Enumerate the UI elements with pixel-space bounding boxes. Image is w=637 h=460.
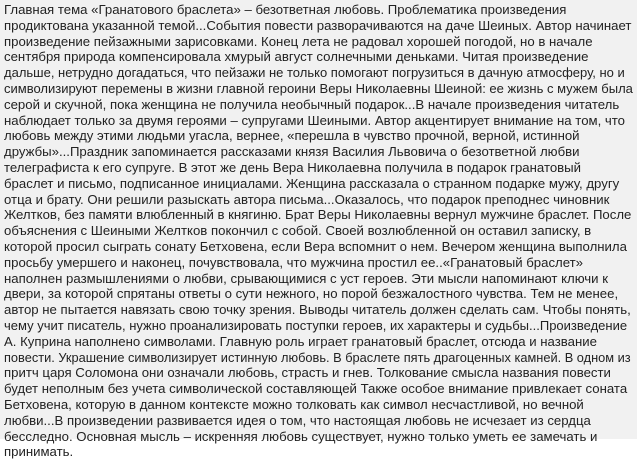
text-line: которой просил сыграть сонату Бетховена, если Вера вспомнит о нем. Вечером женщина выполнила (4, 238, 627, 254)
text-line: Бетховена, которую в данном контексте можно толковать как символ несчастливой, но вечной (4, 396, 584, 412)
text-line: отца и брату. Они решили разыскать автора письма...Оказалось, что подарок преподнес чиновник (4, 191, 610, 207)
text-line: будет неполным без учета символической составляющей Также особое внимание привлекает соната (4, 381, 628, 397)
text-line: наблюдает только за двумя героями – супругами Шеиными. Автор акцентирует внимание на том, что (4, 112, 626, 128)
text-line: бесследно. Основная мысль – искренняя любовь существует, нужно только уметь ее замечать и (4, 428, 598, 444)
text-line: дружбы»...Праздник запоминается рассказами князя Василия Львовича о безответной любви (4, 144, 580, 160)
text-line: притч царя Соломона они означали любовь, страсть и гнев. Толкование смысла названия повести (4, 365, 611, 381)
text-line: дальше, нетрудно догадаться, что пейзажи не только помогают погрузиться в дачную атмосферу, но и (4, 65, 625, 81)
text-line: Желтков, без памяти влюбленный в княгиню. Брат Веры Николаевны вернул мужчине браслет. После (4, 207, 632, 223)
text-line: наполнен размышлениями о любви, срывающимися с уст героев. Эти мысли напоминают ключи к (4, 270, 608, 286)
text-line: объяснения с Шеиными Желтков покончил с собой. Своей возлюбленной он оставил записку, в (4, 223, 592, 239)
text-line: принимать. (4, 444, 74, 460)
text-line: сентября природа компенсировала хмурый август солнечными деньками. Читая произведение (4, 49, 589, 65)
text-line: произведение пейзажными зарисовками. Конец лета не радовал хорошей погодой, но в начале (4, 33, 593, 49)
text-line: серой и скучной, пока женщина не получила необычный подарок...В начале произведения читатель (4, 96, 620, 112)
text-line: Главная тема «Гранатового браслета» – безответная любовь. Проблематика произведения (4, 2, 567, 17)
text-line: телеграфиста к его супруге. В этот же день Вера Николаевна получила в подарок гранатовый (4, 159, 582, 175)
text-line: двери, за которой спрятаны ответы о сути нежного, но порой безжалостного чувства. Тем не менее, (4, 286, 619, 302)
text-line: символизируют перемены в жизни главной героини Веры Николаевны Шеиной: ее жизнь с мужем была (4, 80, 633, 96)
text-line: просьбу умершего и наконец, почувствовала, что мужчина простил ее..«Гранатовый браслет» (4, 254, 584, 270)
text-line: повести. Украшение символизирует истинную любовь. В браслете пять драгоценных камней. В одном из (4, 349, 631, 365)
text-line: браслет и письмо, подписанное инициалами. Женщина рассказала о странном подарке мужу, другу (4, 175, 620, 191)
text-line: любовь между этими людьми угасла, вернее, «перешла в чувство прочной, верной, истинной (4, 128, 580, 144)
text-line: А. Куприна наполнено символами. Главную роль играет гранатовый браслет, отсюда и название (4, 333, 597, 349)
text-line: продиктована указанной темой...События повести разворачиваются на даче Шеиных. Автор начинает (4, 17, 632, 33)
text-line: любви...В произведении развивается идея о том, что настоящая любовь не исчезает из сердца (4, 412, 591, 428)
essay-text (4, 2, 633, 460)
text-line: чему учит писатель, нужно проанализировать поступки героев, их характеры и судьбы...Произведение (4, 317, 628, 333)
text-line: автор не пытается навязать свою точку зрения. Выводы читатель должен сделать сам. Чтобы понять, (4, 302, 631, 318)
